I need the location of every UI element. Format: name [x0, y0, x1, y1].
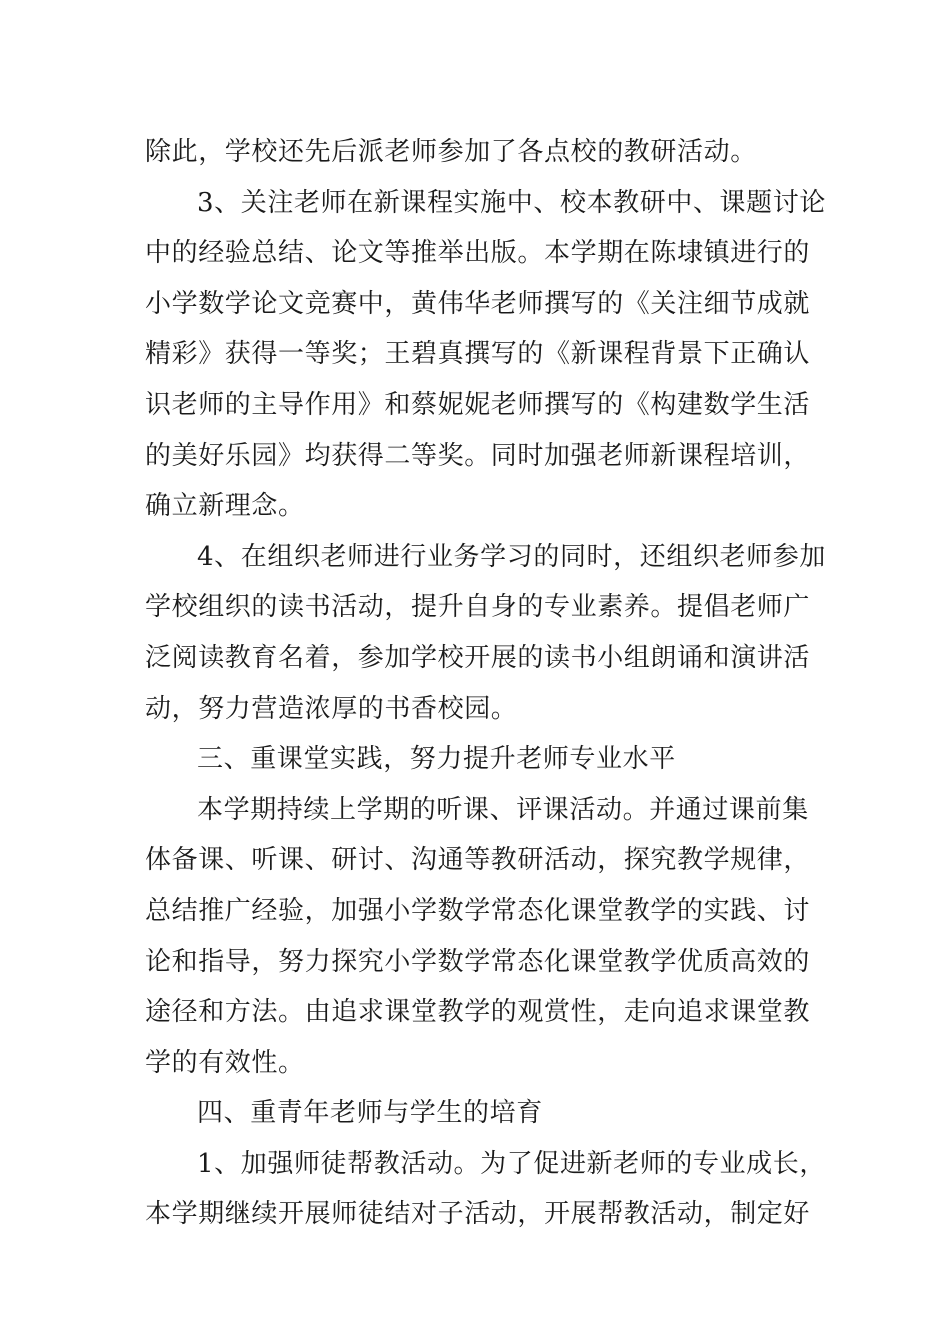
paragraph-4-start: 4、在组织老师进行业务学习的同时，还组织老师参加	[197, 541, 826, 572]
text-line: 动，努力营造浓厚的书香校园。	[145, 693, 518, 724]
paragraph-3-start: 3、关注老师在新课程实施中、校本教研中、课题讨论	[197, 187, 826, 218]
text-line: 途径和方法。由追求课堂教学的观赏性，走向追求课堂教	[145, 997, 811, 1028]
text-line: 学的有效性。	[145, 1047, 305, 1078]
text-line: 确立新理念。	[145, 491, 305, 522]
text-line: 除此，学校还先后派老师参加了各点校的教研活动。	[145, 137, 757, 167]
text-line: 中的经验总结、论文等推举出版。本学期在陈埭镇进行的	[145, 238, 811, 269]
text-line: 学校组织的读书活动，提升自身的专业素养。提倡老师广	[145, 592, 811, 623]
text-line: 论和指导，努力探究小学数学常态化课堂教学优质高效的	[145, 946, 811, 977]
paragraph-1-start: 1、加强师徒帮教活动。为了促进新老师的专业成长，	[197, 1148, 826, 1179]
text-line: 泛阅读教育名着，参加学校开展的读书小组朗诵和演讲活	[145, 642, 811, 673]
text-line: 识老师的主导作用》和蔡妮妮老师撰写的《构建数学生活	[145, 389, 811, 420]
text-line: 的美好乐园》均获得二等奖。同时加强老师新课程培训，	[145, 440, 811, 471]
section-heading-4: 四、重青年老师与学生的培育	[197, 1098, 543, 1129]
text-line: 本学期继续开展师徒结对子活动，开展帮教活动，制定好	[145, 1199, 811, 1230]
section-heading-3: 三、重课堂实践，努力提升老师专业水平	[197, 744, 676, 775]
text-line: 体备课、听课、研讨、沟通等教研活动，探究教学规律，	[145, 845, 811, 876]
document-body	[145, 127, 826, 1240]
text-line: 总结推广经验，加强小学数学常态化课堂教学的实践、讨	[145, 895, 811, 926]
text-line: 小学数学论文竞赛中，黄伟华老师撰写的《关注细节成就	[145, 288, 811, 319]
text-line: 精彩》获得一等奖；王碧真撰写的《新课程背景下正确认	[145, 339, 811, 370]
paragraph-start: 本学期持续上学期的听课、评课活动。并通过课前集	[197, 794, 809, 825]
